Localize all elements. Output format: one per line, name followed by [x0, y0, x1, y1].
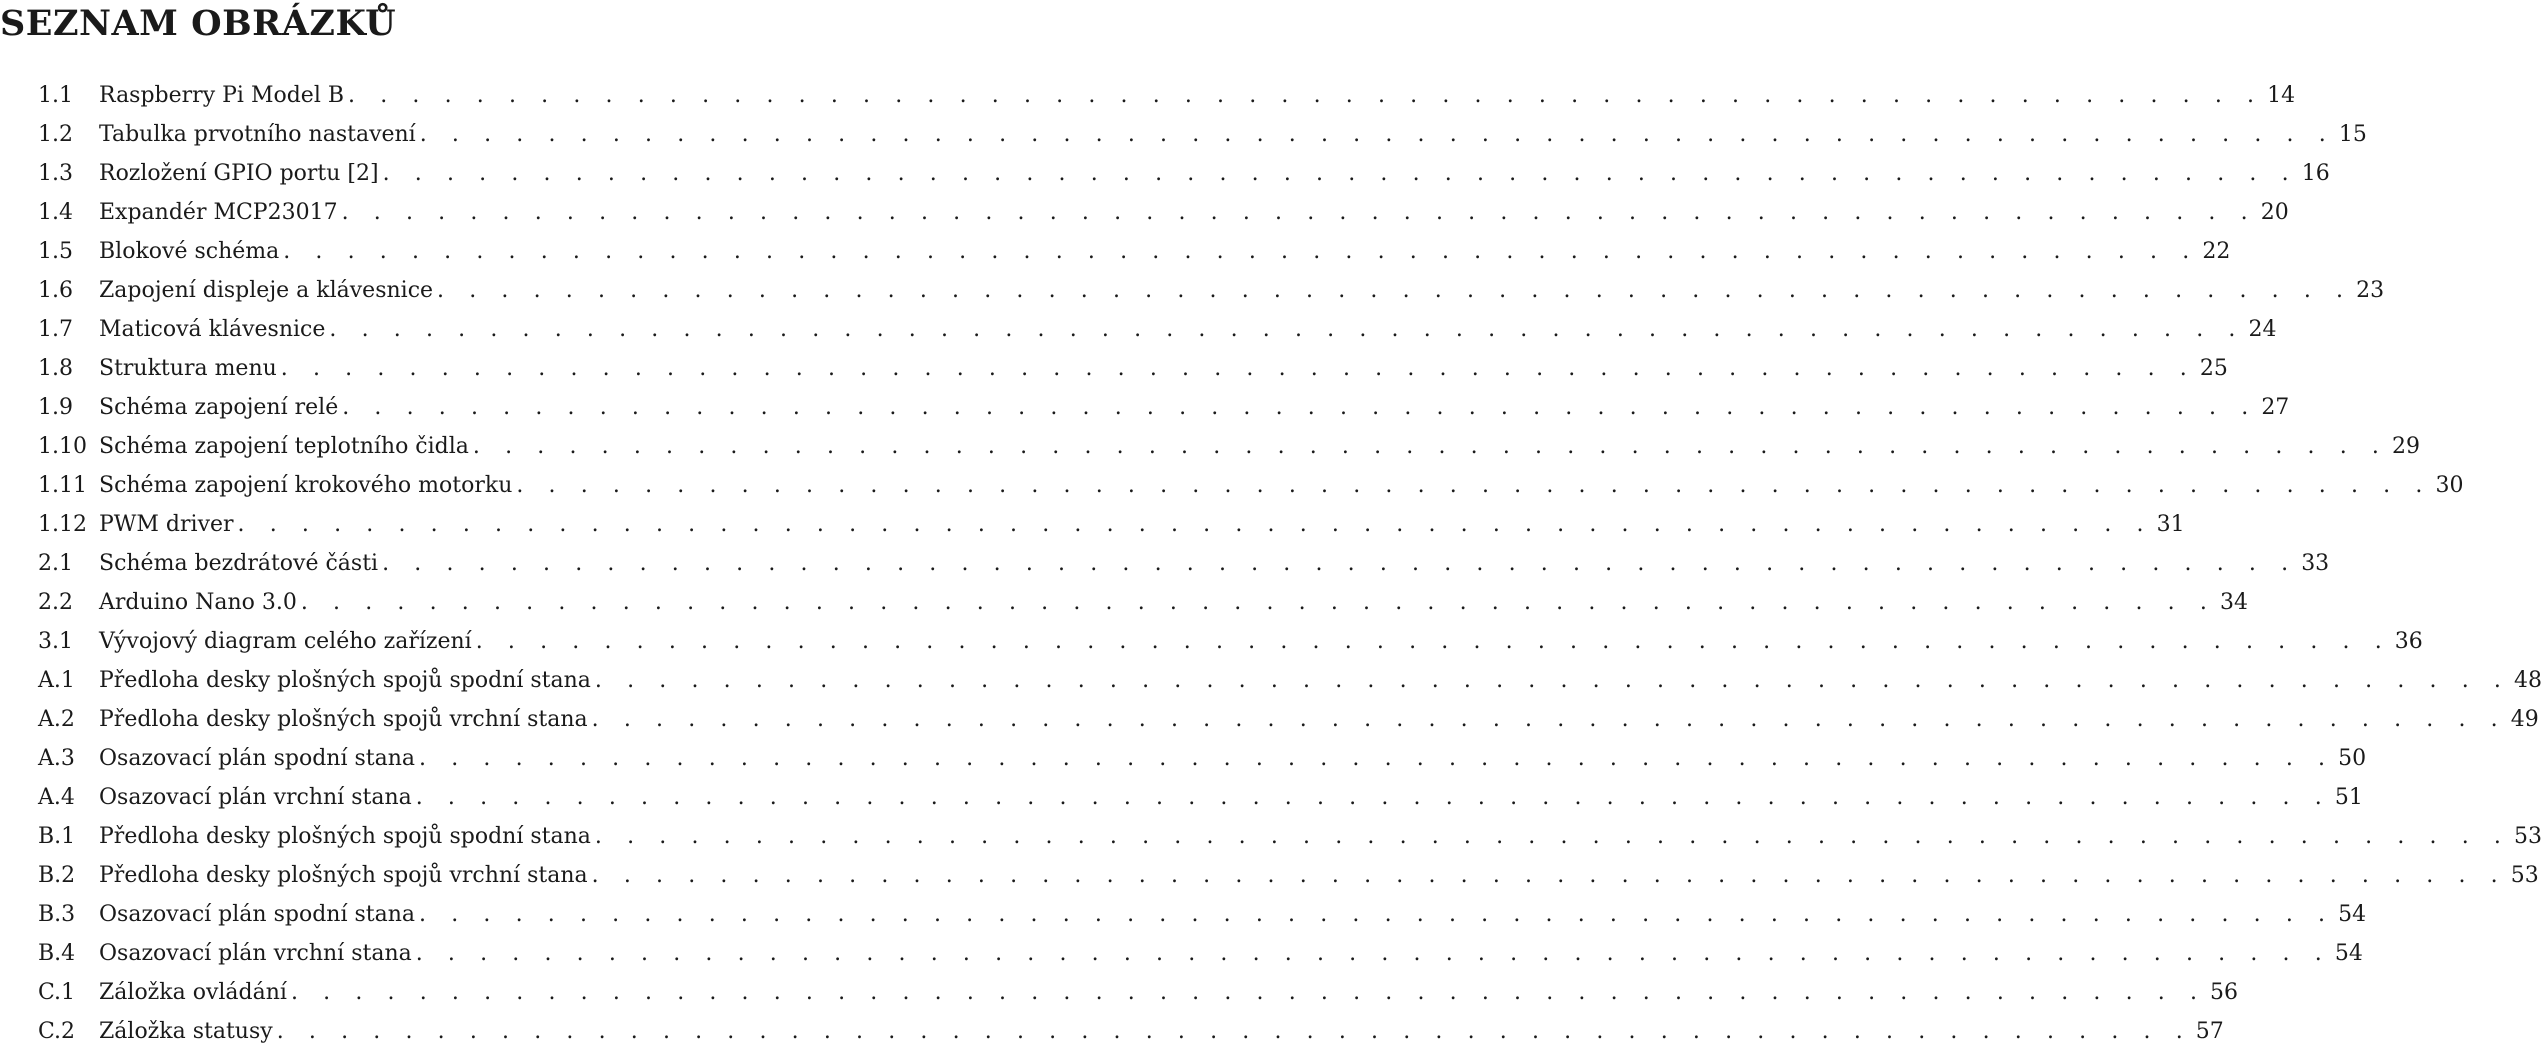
- dot-leader: . . . . . . . . . . . . . . . . . . . . . . . . . . . . . . . . . . . . . . . . . . . . . . . . . . . . . . . . . . . .: [591, 707, 2507, 732]
- figure-number: 1.2: [38, 122, 73, 147]
- figure-page-number: 20: [2260, 200, 2289, 225]
- figure-label: Osazovací plán spodní stana: [99, 902, 416, 927]
- figure-number: 2.2: [38, 590, 73, 615]
- figure-number: B.1: [38, 824, 76, 849]
- figure-entry[interactable]: [38, 661, 2542, 700]
- figure-number: A.2: [38, 707, 75, 732]
- dot-leader: . . . . . . . . . . . . . . . . . . . . . . . . . . . . . . . . . . . . . . . . . . . . . . . . . . . . . . . . . . . .: [276, 1019, 2192, 1044]
- dot-leader: . . . . . . . . . . . . . . . . . . . . . . . . . . . . . . . . . . . . . . . . . . . . . . . . . . . . . . . . . . . .: [280, 356, 2196, 381]
- figure-number: 3.1: [38, 629, 73, 654]
- dot-leader: . . . . . . . . . . . . . . . . . . . . . . . . . . . . . . . . . . . . . . . . . . . . . . . . . . . . . . . . . . . .: [437, 278, 2353, 303]
- dot-leader: . . . . . . . . . . . . . . . . . . . . . . . . . . . . . . . . . . . . . . . . . . . . . . . . . . . . . . . . . . . .: [348, 83, 2264, 108]
- figure-page-number: 22: [2202, 239, 2231, 264]
- figure-label: Předloha desky plošných spojů vrchní stana: [99, 707, 588, 732]
- figure-page-number: 34: [2219, 590, 2248, 615]
- figure-label: Expandér MCP23017: [99, 200, 338, 225]
- dot-leader: . . . . . . . . . . . . . . . . . . . . . . . . . . . . . . . . . . . . . . . . . . . . . . . . . . . . . . . . . . . .: [516, 473, 2432, 498]
- dot-leader: . . . . . . . . . . . . . . . . . . . . . . . . . . . . . . . . . . . . . . . . . . . . . . . . . . . . . . . . . . . .: [382, 551, 2298, 576]
- figure-label: Struktura menu: [99, 356, 277, 381]
- figure-page-number: 29: [2392, 434, 2420, 459]
- figure-entry[interactable]: [38, 76, 2296, 115]
- figure-label: Vývojový diagram celého zařízení: [99, 629, 472, 654]
- figure-page-number: 16: [2301, 161, 2330, 186]
- figure-entry[interactable]: [38, 544, 2330, 583]
- figure-label: PWM driver: [99, 512, 234, 537]
- figure-label: Schéma zapojení krokového motorku: [99, 473, 513, 498]
- figure-number: 1.1: [38, 83, 73, 108]
- figure-number: B.3: [38, 902, 76, 927]
- figure-label: Rozložení GPIO portu [2]: [99, 161, 379, 186]
- figure-label: Blokové schéma: [99, 239, 280, 264]
- page-title: SEZNAM OBRÁZKŮ: [0, 3, 397, 44]
- dot-leader: . . . . . . . . . . . . . . . . . . . . . . . . . . . . . . . . . . . . . . . . . . . . . . . . . . . . . . . . . . . .: [419, 746, 2335, 771]
- figure-entry[interactable]: [38, 193, 2289, 232]
- figure-number: 1.4: [38, 200, 73, 225]
- figure-label: Záložka statusy: [99, 1019, 273, 1044]
- figure-entry[interactable]: [38, 583, 2248, 622]
- figure-page-number: 48: [2514, 668, 2542, 693]
- figure-label: Tabulka prvotního nastavení: [99, 122, 416, 147]
- figure-label: Záložka ovládání: [99, 980, 287, 1005]
- figure-label: Maticová klávesnice: [99, 317, 326, 342]
- dot-leader: . . . . . . . . . . . . . . . . . . . . . . . . . . . . . . . . . . . . . . . . . . . . . . . . . . . . . . . . . . . .: [594, 668, 2510, 693]
- figure-entry[interactable]: [38, 1012, 2224, 1051]
- figure-page-number: 36: [2394, 629, 2423, 654]
- dot-leader: . . . . . . . . . . . . . . . . . . . . . . . . . . . . . . . . . . . . . . . . . . . . . . . . . . . . . . . . . . . .: [283, 239, 2199, 264]
- figure-entry[interactable]: [38, 934, 2363, 973]
- dot-leader: . . . . . . . . . . . . . . . . . . . . . . . . . . . . . . . . . . . . . . . . . . . . . . . . . . . . . . . . . . . .: [472, 434, 2388, 459]
- figure-entry[interactable]: [38, 700, 2539, 739]
- figure-entry[interactable]: [38, 388, 2290, 427]
- figure-number: 1.10: [38, 434, 87, 459]
- figure-label: Schéma zapojení teplotního čidla: [99, 434, 469, 459]
- figure-entry[interactable]: [38, 856, 2539, 895]
- figure-entry[interactable]: [38, 427, 2420, 466]
- dot-leader: . . . . . . . . . . . . . . . . . . . . . . . . . . . . . . . . . . . . . . . . . . . . . . . . . . . . . . . . . . . .: [419, 122, 2335, 147]
- figure-number: A.3: [38, 746, 75, 771]
- figure-entry[interactable]: [38, 271, 2385, 310]
- figure-page-number: 51: [2334, 785, 2363, 810]
- figure-entry[interactable]: [38, 895, 2367, 934]
- figure-label: Předloha desky plošných spojů spodní stana: [99, 668, 591, 693]
- list-of-figures: [38, 76, 2542, 1051]
- figure-number: 1.9: [38, 395, 73, 420]
- figure-number: 1.7: [38, 317, 73, 342]
- figure-number: 1.8: [38, 356, 73, 381]
- figure-label: Předloha desky plošných spojů spodní stana: [99, 824, 591, 849]
- figure-number: B.2: [38, 863, 76, 888]
- figure-entry[interactable]: [38, 154, 2330, 193]
- figure-entry[interactable]: [38, 973, 2239, 1012]
- figure-page-number: 53: [2510, 863, 2539, 888]
- figure-page-number: 49: [2510, 707, 2539, 732]
- figure-number: 1.12: [38, 512, 87, 537]
- dot-leader: . . . . . . . . . . . . . . . . . . . . . . . . . . . . . . . . . . . . . . . . . . . . . . . . . . . . . . . . . . . .: [594, 824, 2510, 849]
- figure-page-number: 54: [2338, 902, 2367, 927]
- figure-number: A.1: [38, 668, 75, 693]
- dot-leader: . . . . . . . . . . . . . . . . . . . . . . . . . . . . . . . . . . . . . . . . . . . . . . . . . . . . . . . . . . . .: [415, 941, 2331, 966]
- dot-leader: . . . . . . . . . . . . . . . . . . . . . . . . . . . . . . . . . . . . . . . . . . . . . . . . . . . . . . . . . . . .: [300, 590, 2216, 615]
- figure-entry[interactable]: [38, 739, 2367, 778]
- dot-leader: . . . . . . . . . . . . . . . . . . . . . . . . . . . . . . . . . . . . . . . . . . . . . . . . . . . . . . . . . . . .: [237, 512, 2153, 537]
- figure-entry[interactable]: [38, 310, 2277, 349]
- figure-page-number: 23: [2356, 278, 2385, 303]
- dot-leader: . . . . . . . . . . . . . . . . . . . . . . . . . . . . . . . . . . . . . . . . . . . . . . . . . . . . . . . . . . . .: [475, 629, 2391, 654]
- figure-label: Osazovací plán vrchní stana: [99, 785, 412, 810]
- figure-entry[interactable]: [38, 505, 2185, 544]
- figure-number: 1.6: [38, 278, 73, 303]
- figure-number: 1.11: [38, 473, 87, 498]
- figure-page-number: 56: [2210, 980, 2239, 1005]
- dot-leader: . . . . . . . . . . . . . . . . . . . . . . . . . . . . . . . . . . . . . . . . . . . . . . . . . . . . . . . . . . . .: [329, 317, 2245, 342]
- dot-leader: . . . . . . . . . . . . . . . . . . . . . . . . . . . . . . . . . . . . . . . . . . . . . . . . . . . . . . . . . . . .: [290, 980, 2207, 1005]
- figure-number: A.4: [38, 785, 75, 810]
- figure-label: Osazovací plán spodní stana: [99, 746, 416, 771]
- figure-label: Arduino Nano 3.0: [99, 590, 297, 615]
- figure-number: 1.3: [38, 161, 73, 186]
- figure-label: Zapojení displeje a klávesnice: [99, 278, 434, 303]
- figure-entry[interactable]: [38, 622, 2423, 661]
- figure-entry[interactable]: [38, 232, 2231, 271]
- figure-label: Schéma bezdrátové části: [99, 551, 379, 576]
- figure-entry[interactable]: [38, 466, 2464, 505]
- figure-page-number: 57: [2195, 1019, 2224, 1044]
- dot-leader: . . . . . . . . . . . . . . . . . . . . . . . . . . . . . . . . . . . . . . . . . . . . . . . . . . . . . . . . . . . .: [415, 785, 2331, 810]
- figure-page-number: 30: [2435, 473, 2464, 498]
- figure-entry[interactable]: [38, 817, 2542, 856]
- figure-number: C.1: [38, 980, 76, 1005]
- figure-label: Předloha desky plošných spojů vrchní stana: [99, 863, 588, 888]
- figure-label: Osazovací plán vrchní stana: [99, 941, 412, 966]
- figure-label: Schéma zapojení relé: [99, 395, 339, 420]
- dot-leader: . . . . . . . . . . . . . . . . . . . . . . . . . . . . . . . . . . . . . . . . . . . . . . . . . . . . . . . . . . . .: [382, 161, 2298, 186]
- figure-entry[interactable]: [38, 778, 2363, 817]
- figure-page-number: 15: [2338, 122, 2367, 147]
- dot-leader: . . . . . . . . . . . . . . . . . . . . . . . . . . . . . . . . . . . . . . . . . . . . . . . . . . . . . . . . . . . .: [419, 902, 2335, 927]
- figure-label: Raspberry Pi Model B: [99, 83, 345, 108]
- figure-page-number: 54: [2334, 941, 2363, 966]
- figure-page-number: 53: [2514, 824, 2542, 849]
- dot-leader: . . . . . . . . . . . . . . . . . . . . . . . . . . . . . . . . . . . . . . . . . . . . . . . . . . . . . . . . . . . .: [591, 863, 2507, 888]
- figure-entry[interactable]: [38, 349, 2228, 388]
- figure-page-number: 33: [2301, 551, 2330, 576]
- figure-entry[interactable]: [38, 115, 2367, 154]
- figure-number: 2.1: [38, 551, 73, 576]
- figure-page-number: 14: [2267, 83, 2296, 108]
- figure-page-number: 27: [2261, 395, 2290, 420]
- figure-page-number: 31: [2156, 512, 2185, 537]
- figure-page-number: 50: [2338, 746, 2367, 771]
- dot-leader: . . . . . . . . . . . . . . . . . . . . . . . . . . . . . . . . . . . . . . . . . . . . . . . . . . . . . . . . . . . .: [342, 395, 2258, 420]
- figure-page-number: 24: [2248, 317, 2277, 342]
- figure-number: C.2: [38, 1019, 76, 1044]
- figure-page-number: 25: [2199, 356, 2228, 381]
- figure-number: B.4: [38, 941, 76, 966]
- dot-leader: . . . . . . . . . . . . . . . . . . . . . . . . . . . . . . . . . . . . . . . . . . . . . . . . . . . . . . . . . . . .: [341, 200, 2257, 225]
- figure-number: 1.5: [38, 239, 73, 264]
